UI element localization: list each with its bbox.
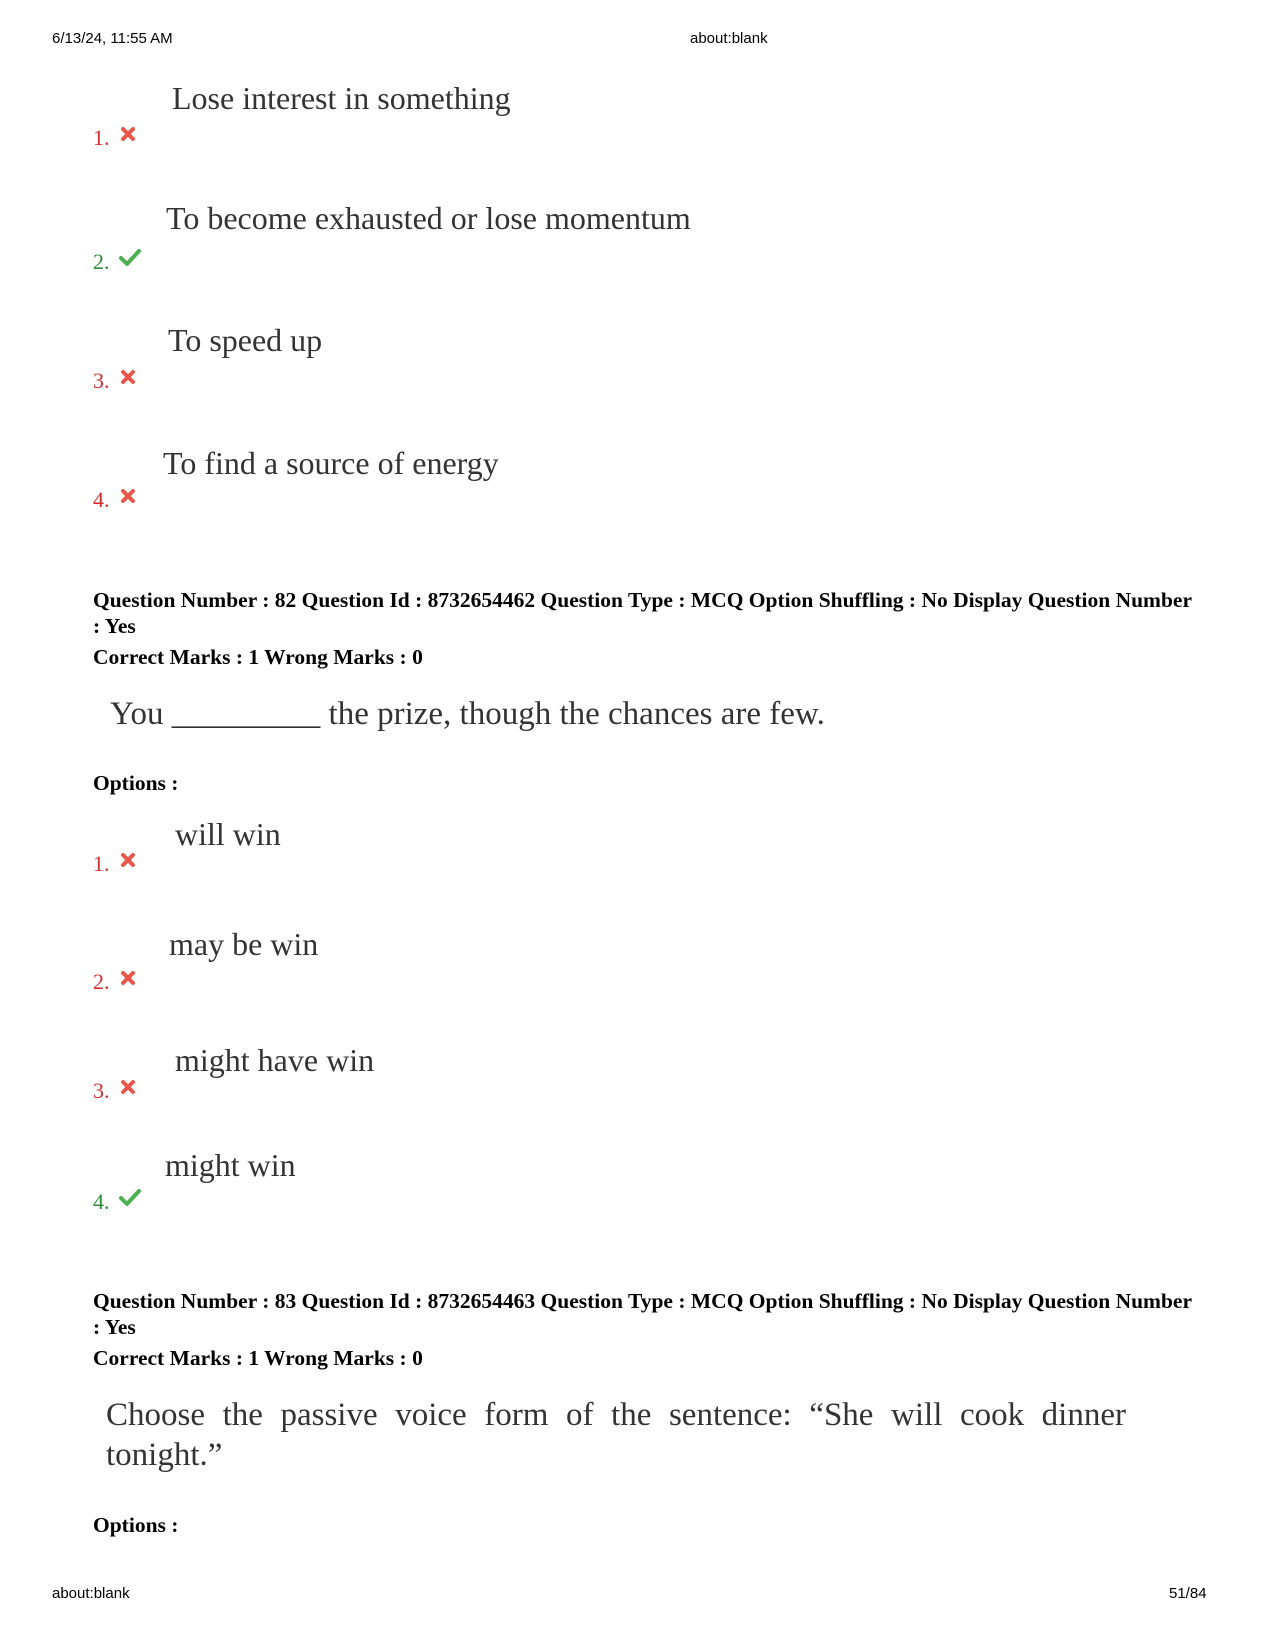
check-icon bbox=[119, 1189, 141, 1207]
option-number: 2. bbox=[93, 969, 110, 994]
cross-icon bbox=[119, 969, 137, 987]
option-text: Lose interest in something bbox=[172, 80, 511, 116]
option-number: 4. bbox=[93, 487, 110, 512]
option-number: 1. bbox=[93, 125, 110, 150]
page-number: 51/84 bbox=[1169, 1585, 1207, 1602]
question-82-options-label: Options : bbox=[93, 771, 179, 795]
question-83-marks: Correct Marks : 1 Wrong Marks : 0 bbox=[93, 1346, 423, 1370]
cross-icon bbox=[119, 851, 137, 869]
option-text: may be win bbox=[169, 926, 319, 962]
option-number: 4. bbox=[93, 1189, 110, 1214]
cross-icon bbox=[119, 1078, 137, 1096]
question-82-meta: Question Number : 82 Question Id : 8732654462 Question Type : MCQ Option Shuffling : No Display Question Number : Yes bbox=[93, 588, 1192, 638]
option-text: might win bbox=[165, 1147, 296, 1183]
option-number: 2. bbox=[93, 249, 110, 274]
check-icon bbox=[119, 249, 141, 267]
question-82-text: You _________ the prize, though the chances are few. bbox=[110, 696, 825, 732]
option-text: will win bbox=[175, 816, 281, 852]
option-number: 3. bbox=[93, 1078, 110, 1103]
option-text: To become exhausted or lose momentum bbox=[166, 200, 691, 236]
option-number: 1. bbox=[93, 851, 110, 876]
option-text: might have win bbox=[175, 1042, 375, 1078]
cross-icon bbox=[119, 125, 137, 143]
option-text: To speed up bbox=[168, 322, 323, 358]
question-83-text: Choose the passive voice form of the sentence: “She will cook dinner tonight.” bbox=[106, 1397, 1126, 1473]
option-number: 3. bbox=[93, 368, 110, 393]
print-datetime: 6/13/24, 11:55 AM bbox=[52, 30, 173, 47]
print-url: about:blank bbox=[690, 30, 768, 47]
question-83-meta: Question Number : 83 Question Id : 8732654463 Question Type : MCQ Option Shuffling : No Display Question Number : Yes bbox=[93, 1289, 1192, 1339]
cross-icon bbox=[119, 487, 137, 505]
cross-icon bbox=[119, 368, 137, 386]
question-83-options-label: Options : bbox=[93, 1513, 179, 1537]
option-text: To find a source of energy bbox=[163, 445, 499, 481]
question-82-marks: Correct Marks : 1 Wrong Marks : 0 bbox=[93, 645, 423, 669]
print-footer-url: about:blank bbox=[52, 1585, 130, 1602]
